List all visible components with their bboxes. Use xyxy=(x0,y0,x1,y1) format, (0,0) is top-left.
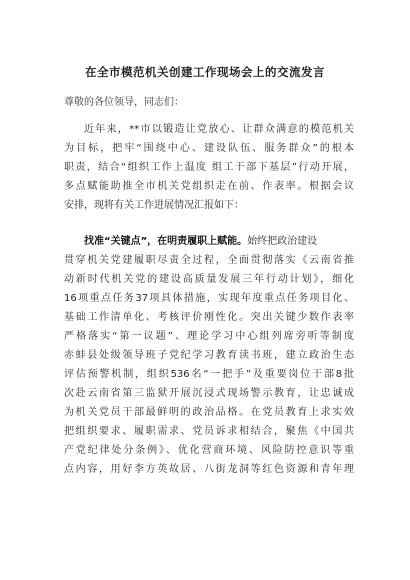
salutation: 尊敬的各位领导，同志们： xyxy=(64,97,184,108)
paragraph-1-line: 安排，现将有关工作进展情况汇报如下： xyxy=(64,200,244,211)
paragraph-1-line: 近年来，**市以锻造让党放心、让群众满意的模范机关 xyxy=(84,124,354,135)
paragraph-2-first-line-rest: 始终把政治建设 xyxy=(247,236,318,247)
paragraph-1-line: 职责，结合“组织工作上温度 组工干部下基层”行动开展， xyxy=(64,162,354,173)
paragraph-2-line: 为机关党员干部最鲜明的政治品格。在党员教育上求实效 xyxy=(64,407,354,418)
paragraph-1-line: 多点赋能助推全市机关党组织走在前、作表率。根据会议 xyxy=(64,181,354,192)
section-heading: 找准“关键点”，在明责履职上赋能。 xyxy=(84,236,248,247)
paragraph-2-line: 贯穿机关党建履职尽责全过程，全面贯彻落实《云南省推 xyxy=(64,255,354,266)
paragraph-2-first-line xyxy=(64,232,354,251)
paragraph-2-line: 点内容，用好李方英故居、八街龙洞等红色资源和青年理 xyxy=(64,464,354,475)
paragraph-1-line: 为目标，把牢“围绕中心、建设队伍、服务群众”的根本 xyxy=(64,143,354,154)
paragraph-2-line: 动新时代机关党的建设高质量发展三年行动计划》，细化 xyxy=(64,274,354,285)
paragraph-2-line: 产党纪律处分条例》、优化营商环境、风险防控意识等重 xyxy=(64,445,354,456)
paragraph-2-line: 赤蚌县处级领导班子党纪学习教育读书班，建立政治生态 xyxy=(64,350,354,361)
paragraph-1 xyxy=(64,120,354,215)
paragraph-2-line: 次赴云南省第三监狱开展沉浸式现场警示教育，让忠诚成 xyxy=(64,388,354,399)
paragraph-2-line: 严格落实“第一议题”、理论学习中心组列席旁听等制度 xyxy=(64,331,354,342)
paragraph-2-line: 把组织要求、履职需求、党员诉求相结合，聚焦《中国共 xyxy=(64,426,354,437)
document-title: 在全市模范机关创建工作现场会上的交流发言 xyxy=(85,65,325,79)
paragraph-2-line: 评估预警机制，组织536名“一把手”及重要岗位干部8批 xyxy=(64,369,354,380)
paragraph-2-line: 基础工作清单化、考核评价刚性化。突出关键少数作表率 xyxy=(64,312,354,323)
paragraph-2 xyxy=(64,232,354,479)
paragraph-2-line: 16项重点任务37项具体措施，实现年度重点任务项目化、 xyxy=(64,293,354,304)
